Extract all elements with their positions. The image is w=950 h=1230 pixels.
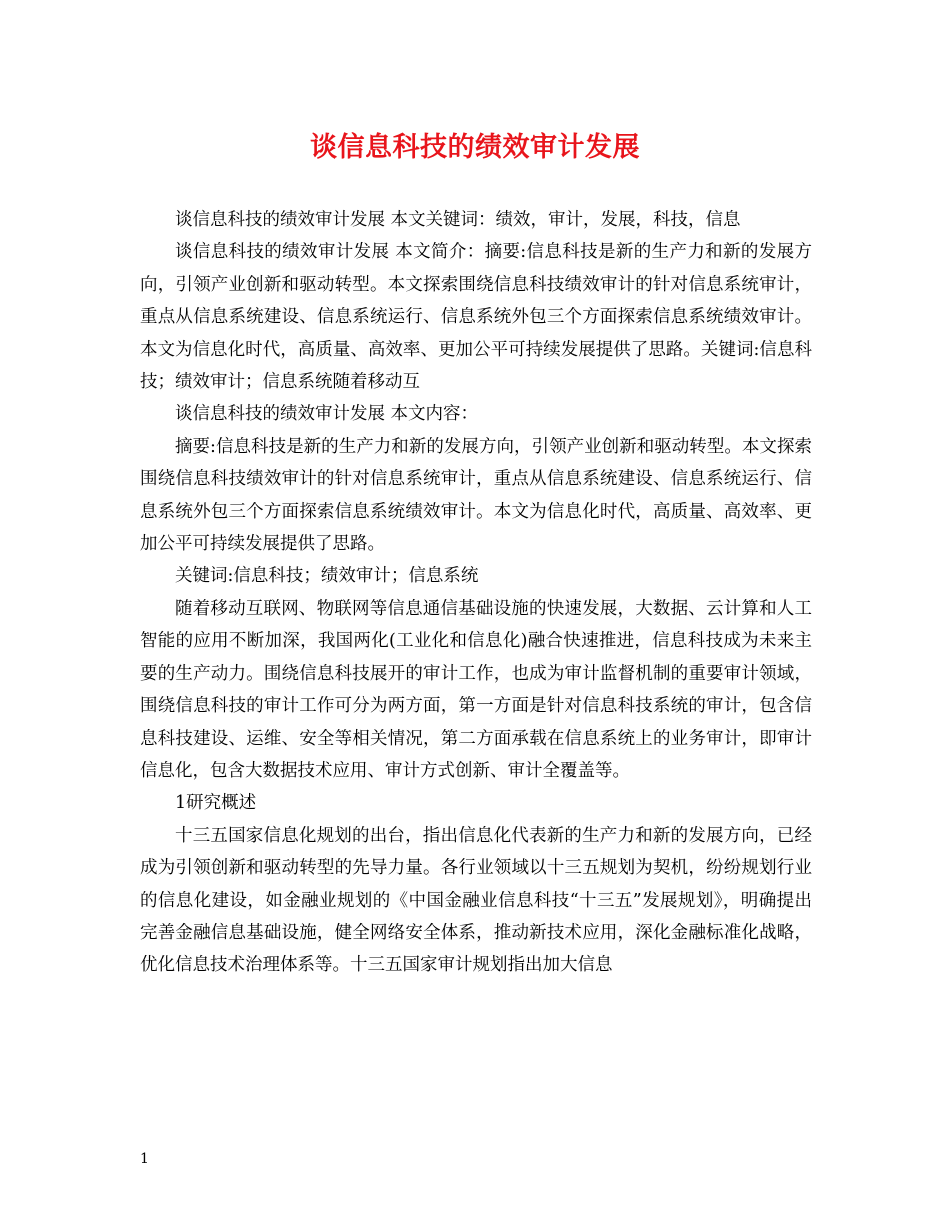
abstract-paragraph: 摘要:信息科技是新的生产力和新的发展方向，引领产业创新和驱动转型。本文探索围绕信息科技绩效审计的针对信息系统审计，重点从信息系统建设、信息系统运行、信息系统外包三个方面探索信息系统绩效审计。本文为信息化时代，高质量、高效率、更加公平可持续发展提供了思路。 [140, 436, 812, 555]
document-body [140, 204, 812, 982]
page-number: 1 [140, 1151, 149, 1167]
keywords-summary-paragraph: 谈信息科技的绩效审计发展 本文关键词：绩效，审计，发展，科技，信息 [175, 210, 741, 230]
introduction-paragraph: 谈信息科技的绩效审计发展 本文简介：摘要:信息科技是新的生产力和新的发展方向，引领产业创新和驱动转型。本文探索围绕信息科技绩效审计的针对信息系统审计，重点从信息系统建设、信息系统运行、信息系统外包三个方面探索信息系统绩效审计。本文为信息化时代，高质量、高效率、更加公平可持续发展提供了思路。关键词:信息科技；绩效审计；信息系统随着移动互 [140, 242, 812, 393]
research-overview-paragraph: 十三五国家信息化规划的出台，指出信息化代表新的生产力和新的发展方向，已经成为引领创新和驱动转型的先导力量。各行业领域以十三五规划为契机，纷纷规划行业的信息化建设，如金融业规划的《中国金融业信息科技“十三五”发展规划》，明确提出完善金融信息基础设施，健全网络安全体系，推动新技术应用，深化金融标准化战略，优化信息技术治理体系等。十三五国家审计规划指出加大信息 [140, 825, 812, 976]
background-paragraph: 随着移动互联网、物联网等信息通信基础设施的快速发展，大数据、云计算和人工智能的应用不断加深，我国两化(工业化和信息化)融合快速推进，信息科技成为未来主要的生产动力。围绕信息科技展开的审计工作，也成为审计监督机制的重要审计领域，围绕信息科技的审计工作可分为两方面，第一方面是针对信息科技系统的审计，包含信息科技建设、运维、安全等相关情况，第二方面承载在信息系统上的业务审计，即审计信息化，包含大数据技术应用、审计方式创新、审计全覆盖等。 [140, 598, 812, 781]
keywords-paragraph: 关键词:信息科技；绩效审计；信息系统 [175, 566, 479, 587]
content-heading-paragraph: 谈信息科技的绩效审计发展 本文内容： [175, 404, 479, 425]
section-heading: 1研究概述 [175, 793, 257, 814]
document-title: 谈信息科技的绩效审计发展 [310, 132, 640, 163]
